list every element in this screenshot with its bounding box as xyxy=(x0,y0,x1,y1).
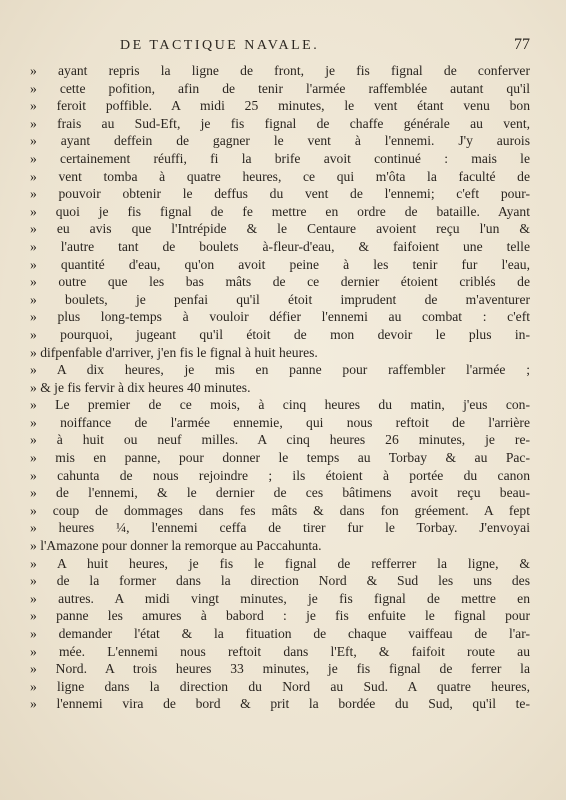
text-line: » vent tomba à quatre heures, ce qui m'ôta la faculté de xyxy=(30,168,530,184)
text-line: » à huit ou neuf milles. A cinq heures 26 minutes, je re- xyxy=(30,432,530,448)
text-line: » Le premier de ce mois, à cinq heures du matin, j'eus con- xyxy=(30,397,530,413)
text-line: » & je fis fervir à dix heures 40 minutes. xyxy=(30,379,251,395)
text-line: » difpenfable d'arriver, j'en fis le fignal à huit heures. xyxy=(30,344,318,360)
running-title: DE TACTIQUE NAVALE. xyxy=(120,38,320,53)
text-line: » ayant deffein de gagner le vent à l'ennemi. J'y aurois xyxy=(30,133,530,149)
text-line: » de la former dans la direction Nord & Sud les uns des xyxy=(30,573,530,589)
text-line: » frais au Sud-Eft, je fis fignal de chaffe générale au vent, xyxy=(30,115,530,131)
text-line: » A huit heures, je fis le fignal de refferrer la ligne, & xyxy=(30,555,530,571)
text-line: » ayant repris la ligne de front, je fis fignal de conferver xyxy=(30,63,530,78)
text-line: » mis en panne, pour donner le temps au Torbay & au Pac- xyxy=(30,450,530,466)
text-line: » plus long-temps à vouloir défier l'ennemi au combat : c'eft xyxy=(30,309,530,325)
text-line: » pourquoi, jugeant qu'il étoit de mon devoir le plus in- xyxy=(30,326,530,342)
text-line: » coup de dommages dans fes mâts & dans fon gréement. A fept xyxy=(30,502,530,518)
text-line: » mée. L'ennemi nous reftoit dans l'Eft, & faifoit route au xyxy=(30,643,530,659)
text-line: » de l'ennemi, & le dernier de ces bâtimens avoit reçu beau- xyxy=(30,485,530,501)
text-line: » l'Amazone pour donner la remorque au Paccahunta. xyxy=(30,538,322,554)
text-line: » outre que les bas mâts de ce dernier étoient criblés de xyxy=(30,274,530,290)
text-line: » pouvoir obtenir le deffus du vent de l'ennemi; c'eft pour- xyxy=(30,186,530,202)
text-line: » Nord. A trois heures 33 minutes, je fis fignal de ferrer la xyxy=(30,661,530,677)
text-line: » quantité d'eau, qu'on avoit peine à les tenir fur l'eau, xyxy=(30,256,530,272)
text-line: » certainement réuffi, fi la brife avoit continué : mais le xyxy=(30,150,530,166)
text-line: » quoi je fis fignal de fe mettre en ordre de bataille. Ayant xyxy=(30,203,530,219)
text-line: » A dix heures, je mis en panne pour raffembler l'armée ; xyxy=(30,362,530,378)
text-line: » demander l'état & la fituation de chaque vaiffeau de l'ar- xyxy=(30,626,530,641)
text-line: » l'autre tant de boulets à-fleur-d'eau, & faifoient une telle xyxy=(30,238,530,254)
text-line: » heures ¼, l'ennemi ceffa de tirer fur le Torbay. J'envoyai xyxy=(30,520,530,536)
text-line: » autres. A midi vingt minutes, je fis fignal de mettre en xyxy=(30,590,530,606)
text-line: » cahunta de nous rejoindre ; ils étoient à portée du canon xyxy=(30,467,530,483)
text-line: » cette pofition, afin de tenir l'armée raffemblée autant qu'il xyxy=(30,80,530,96)
running-head xyxy=(30,38,530,60)
text-line: » eu avis que l'Intrépide & le Centaure avoient reçu l'un & xyxy=(30,221,530,237)
text-line: » noiffance de l'armée ennemie, qui nous reftoit de l'arrière xyxy=(30,414,530,430)
text-line: » ligne dans la direction du Nord au Sud. A quatre heures, xyxy=(30,678,530,694)
body-text xyxy=(30,62,530,713)
text-line: » l'ennemi vira de bord & prit la bordée du Sud, qu'il te- xyxy=(30,696,530,712)
text-line: » panne les amures à babord : je fis enfuite le fignal pour xyxy=(30,608,530,624)
page-number: 77 xyxy=(514,36,530,53)
text-line: » boulets, je penfai qu'il étoit imprudent de m'aventurer xyxy=(30,291,530,307)
text-line: » feroit poffible. A midi 25 minutes, le vent étant venu bon xyxy=(30,98,530,114)
